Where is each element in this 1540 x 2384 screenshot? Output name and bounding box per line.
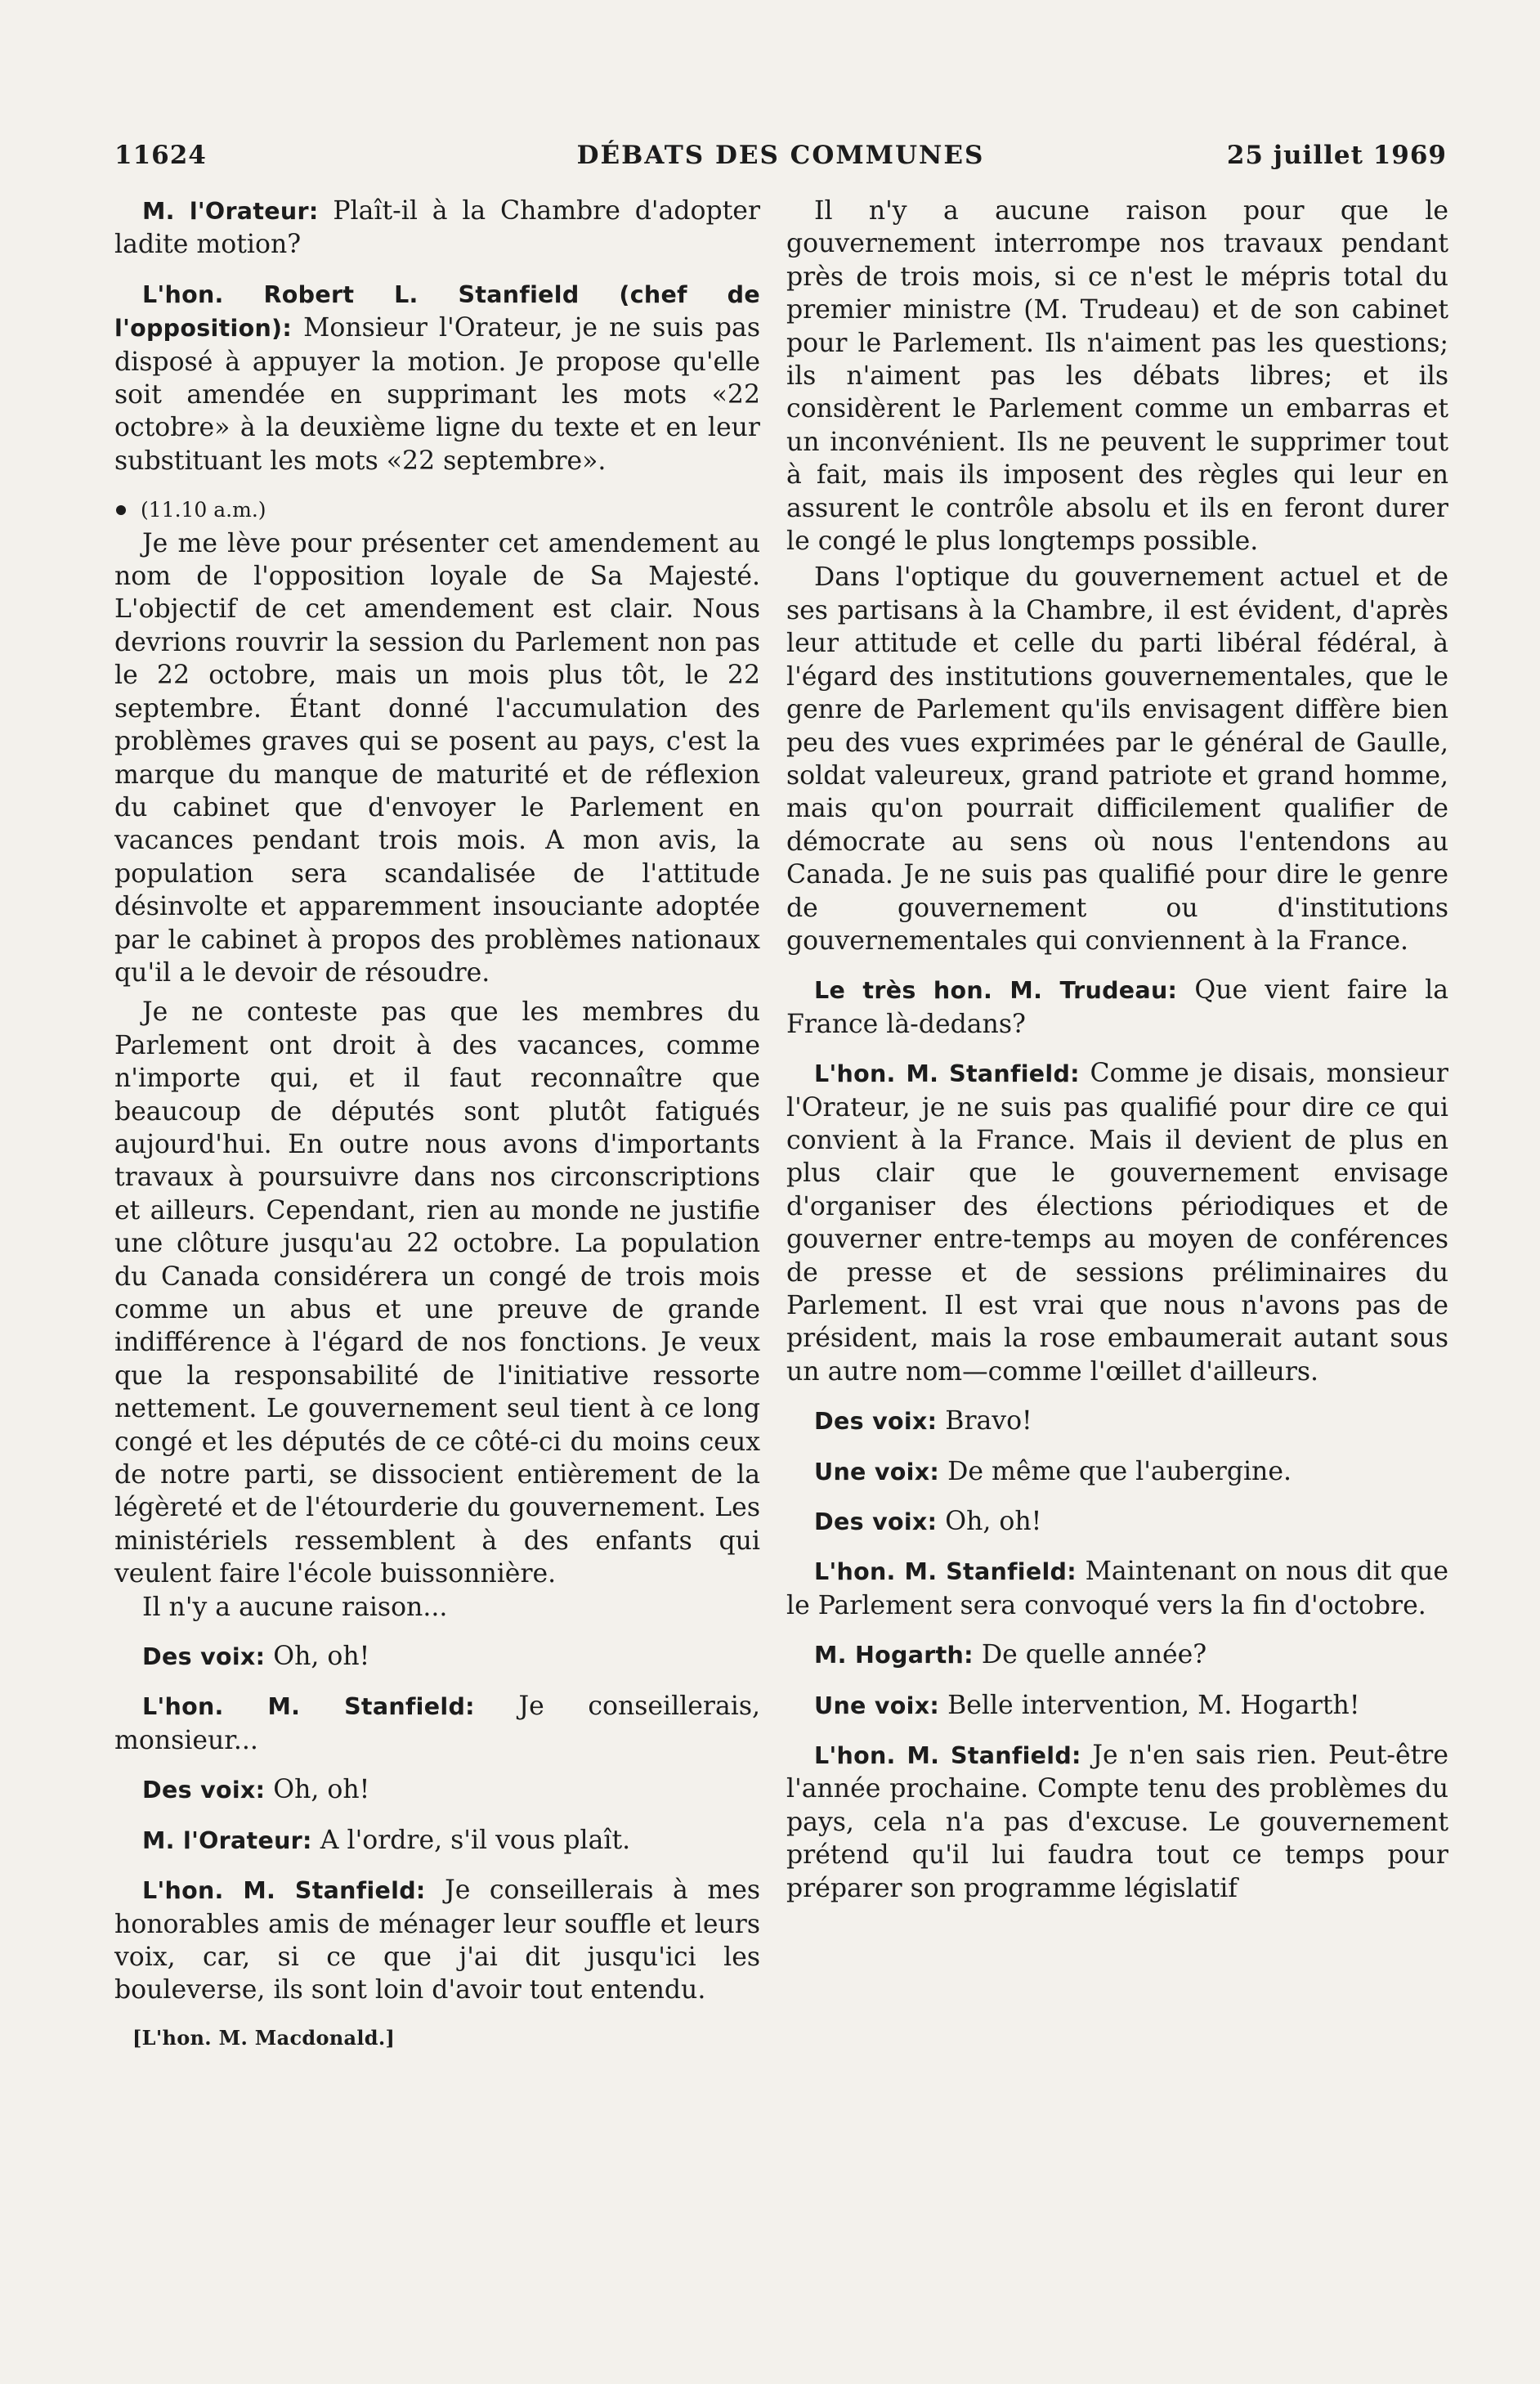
page-date: 25 juillet 1969: [1226, 141, 1447, 170]
page-header: [114, 141, 1447, 177]
speaker-name: Des voix:: [814, 1508, 938, 1536]
paragraph: Dans l'optique du gouvernement actuel et de ses partisans à la Chambre, il est évident, d'après leur attitude et celle du parti libéral fédéral, à l'égard des institutions gouvernementales, que le genre de Parlement qu'ils envisagent diffère bien peu des vues exprimées par le général de Gaulle, soldat valeureux, grand patriote et grand homme, mais qu'on pourrait difficilement qualifier de démocrate au sens où nous l'entendons au Canada. Je ne suis pas qualifié pour dire le genre de gouvernement ou d'institutions gouvernementales qui conviennent à la France.: [786, 562, 1448, 956]
paragraph: [114, 1824, 760, 1857]
speaker-name: L'hon. Robert L. Stanfield (chef de l'opposition):: [114, 280, 760, 343]
paragraph: [114, 278, 760, 477]
speaker-name: M. l'Orateur:: [142, 1826, 312, 1854]
page-footer-note: [L'hon. M. Macdonald.]: [132, 2025, 396, 2050]
speaker-name: L'hon. M. Stanfield:: [142, 1693, 475, 1721]
speaker-name: Le très hon. M. Trudeau:: [814, 977, 1178, 1005]
paragraph: Je ne conteste pas que les membres du Parlement ont droit à des vacances, comme n'importe qui, et il faut reconnaître que beaucoup de députés sont plutôt fatigués aujourd'hui. En outre nous avons d'importants travaux à poursuivre dans nos circonscriptions et ailleurs. Cependant, rien au monde ne justifie une clôture jusqu'au 22 octobre. La population du Canada considérera un congé de trois mois comme un abus et une preuve de grande indifférence à l'égard de nos fonctions. Je veux que la responsabilité de l'initiative ressorte nettement. Le gouvernement seul tient à ce long congé et les députés de ce côté-ci du moins ceux de notre parti, se dissocient entièrement de la légèreté et de l'étourderie du gouvernement. Les ministériels ressemblent à des enfants qui veulent faire l'école buissonnière.: [114, 997, 760, 1589]
paragraph: [786, 1739, 1448, 1905]
speaker-name: Une voix:: [814, 1692, 940, 1719]
speaker-name: Des voix:: [814, 1408, 938, 1436]
paragraph: [786, 1638, 1448, 1672]
paragraph: Il n'y a aucune raison pour que le gouvernement interrompe nos travaux pendant près de trois mois, si ce n'est le mépris total du premier ministre (M. Trudeau) et de son cabinet pour le Parlement. Ils n'aiment pas les questions; ils n'aiment pas les débats libres; et ils considèrent le Parlement comme un embarras et un inconvénient. Ils ne peuvent le supprimer tout à fait, mais ils imposent des règles qui leur en assurent le contrôle absolu et ils en feront durer le congé le plus longtemps possible.: [786, 196, 1448, 557]
paragraph: [114, 1640, 760, 1674]
speech-text: Que vient faire la France là-dedans?: [786, 975, 1448, 1039]
speech-text: Oh, oh!: [265, 1775, 370, 1805]
speech-text: Je conseillerais, monsieur...: [114, 1692, 760, 1755]
paragraph: Je me lève pour présenter cet amendement au nom de l'opposition loyale de Sa Majesté. L'objectif de cet amendement est clair. Nous devrions rouvrir la session du Parlement non pas le 22 octobre, mais un mois plus tôt, le 22 septembre. Étant donné l'accumulation des problèmes graves qui se posent au pays, c'est la marque du manque de maturité et de réflexion du cabinet que d'envoyer le Parlement en vacances pendant trois mois. A mon avis, la population sera scandalisée de l'attitude désinvolte et apparemment insouciante adoptée par le cabinet à propos des problèmes nationaux qu'il a le devoir de résoudre.: [114, 528, 760, 988]
speech-text: Oh, oh!: [265, 1642, 370, 1672]
paragraph: Il n'y a aucune raison...: [142, 1592, 448, 1622]
bullet-icon: [116, 505, 126, 515]
speech-text: Oh, oh!: [937, 1507, 1042, 1537]
paragraph: [114, 1874, 760, 2007]
speech-text: Plaît-il à la Chambre d'adopter ladite motion?: [114, 196, 760, 260]
speech-text: Je n'en sais rien. Peut-être l'année prochaine. Compte tenu des problèmes du pays, cela n'a pas d'excuse. Le gouvernement prétend qu'il lui faudra tout ce temps pour préparer son programme législatif: [786, 1741, 1448, 1903]
paragraph: [786, 1057, 1448, 1388]
time-marker: [114, 494, 760, 527]
speaker-name: Des voix:: [142, 1777, 266, 1804]
speaker-name: L'hon. M. Stanfield:: [142, 1877, 426, 1905]
paragraph: [786, 1455, 1448, 1489]
speech-text: Belle intervention, M. Hogarth!: [939, 1690, 1360, 1720]
paragraph: [114, 1690, 760, 1757]
paragraph: [114, 1773, 760, 1807]
speech-text: Monsieur l'Orateur, je ne suis pas disposé à appuyer la motion. Je propose qu'elle soit amendée en supprimant les mots «22 octobre» à la deuxième ligne du texte et en leur substituant les mots «22 septembre».: [114, 313, 760, 476]
paragraph: [114, 195, 760, 262]
right-column: [786, 195, 1448, 1905]
left-column: [114, 195, 760, 2055]
speech-text: Comme je disais, monsieur l'Orateur, je ne suis pas qualifié pour dire ce qui convient à la France. Mais il devient de plus en plus clair que le gouvernement envisage d'organiser des élections périodiques et de gouverner entre-temps au moyen de conférences de presse et de sessions préliminaires du Parlement. Il est vrai que nous n'avons pas de président, mais la rose embaumerait autant sous un autre nom—comme l'œillet d'ailleurs.: [786, 1059, 1448, 1387]
speaker-name: L'hon. M. Stanfield:: [814, 1742, 1081, 1770]
speaker-name: M. l'Orateur:: [142, 198, 319, 225]
speech-text: Bravo!: [937, 1406, 1032, 1436]
speech-text: De quelle année?: [973, 1640, 1207, 1670]
paragraph: [786, 974, 1448, 1041]
speaker-name: Une voix:: [814, 1458, 940, 1486]
paragraph: [786, 1689, 1448, 1723]
paragraph: [786, 1505, 1448, 1539]
time-stamp: (11.10 a.m.): [141, 498, 266, 522]
paragraph: [786, 1555, 1448, 1622]
paragraph: [786, 1405, 1448, 1438]
publication-title: DÉBATS DES COMMUNES: [576, 141, 985, 170]
speaker-name: L'hon. M. Stanfield:: [814, 1060, 1080, 1088]
speech-text: Maintenant on nous dit que le Parlement sera convoqué vers la fin d'octobre.: [786, 1557, 1448, 1620]
speech-text: De même que l'aubergine.: [939, 1456, 1292, 1486]
speech-text: A l'ordre, s'il vous plaît.: [311, 1825, 631, 1855]
speech-text: Je conseillerais à mes honorables amis de ménager leur souffle et leurs voix, car, si ce que j'ai dit jusqu'ici les bouleverse, ils sont loin d'avoir tout entendu.: [114, 1875, 761, 2005]
speaker-name: L'hon. M. Stanfield:: [814, 1558, 1077, 1586]
page-number: 11624: [114, 141, 207, 170]
speaker-name: Des voix:: [142, 1643, 266, 1671]
speaker-name: M. Hogarth:: [814, 1642, 974, 1669]
